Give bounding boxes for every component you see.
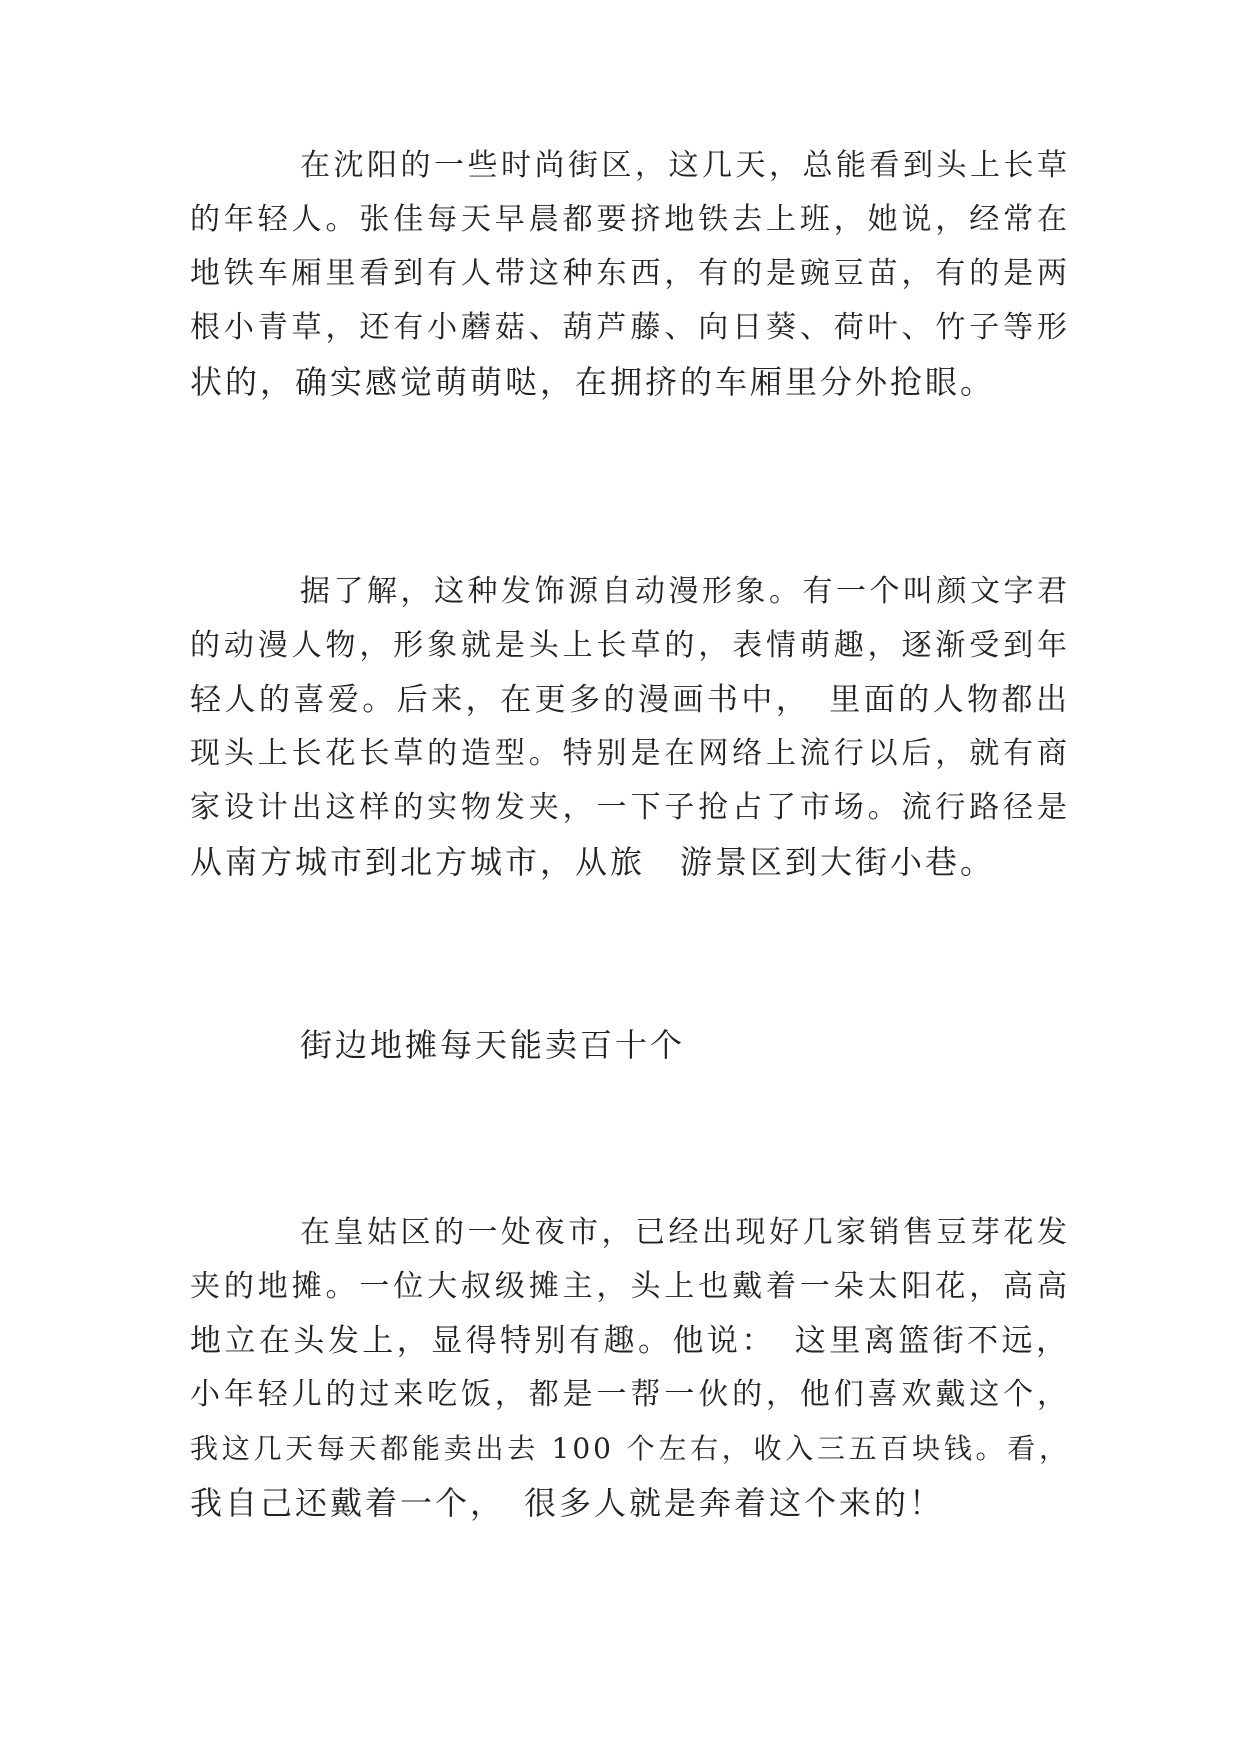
- paragraph-1-line-3: 地铁车厢里看到有人带这种东西，有的是豌豆苗，有的是两: [190, 256, 1070, 291]
- paragraph-2-line-5: 家设计出这样的实物发夹，一下子抢占了市场。流行路径是: [190, 790, 1070, 825]
- paragraph-3-line-5: 我这几天每天都能卖出去 100 个左右，收入三五百块钱。看，: [190, 1432, 1070, 1465]
- paragraph-2-line-6: 从南方城市到北方城市，从旅 游景区到大街小巷。: [190, 843, 996, 881]
- paragraph-3-line-3: 地立在头发上，显得特别有趣。他说： 这里离篮街不远，: [190, 1323, 1070, 1359]
- paragraph-2-line-3: 轻人的喜爱。后来，在更多的漫画书中， 里面的人物都出: [190, 682, 1070, 718]
- paragraph-3-line-1: 在皇姑区的一处夜市，已经出现好几家销售豆芽花发: [300, 1215, 1070, 1250]
- paragraph-1-line-4: 根小青草，还有小蘑菇、葫芦藤、向日葵、荷叶、竹子等形: [190, 310, 1070, 345]
- paragraph-2-line-2: 的动漫人物，形象就是头上长草的，表情萌趣，逐渐受到年: [190, 628, 1070, 663]
- paragraph-1-line-5: 状的，确实感觉萌萌哒，在拥挤的车厢里分外抢眼。: [190, 363, 996, 401]
- paragraph-3-line-6: 我自己还戴着一个， 很多人就是奔着这个来的！: [190, 1484, 945, 1522]
- paragraph-2-line-1: 据了解，这种发饰源自动漫形象。有一个叫颜文字君: [300, 574, 1070, 609]
- paragraph-1-line-1: 在沈阳的一些时尚街区，这几天，总能看到头上长草: [300, 148, 1070, 183]
- paragraph-1-line-2: 的年轻人。张佳每天早晨都要挤地铁去上班，她说，经常在: [190, 202, 1070, 237]
- section-heading: 街边地摊每天能卖百十个: [300, 1026, 686, 1064]
- paragraph-3-line-4: 小年轻儿的过来吃饭，都是一帮一伙的，他们喜欢戴这个，: [190, 1377, 1070, 1412]
- paragraph-2-line-4: 现头上长花长草的造型。特别是在网络上流行以后，就有商: [190, 736, 1070, 771]
- paragraph-3-line-2: 夹的地摊。一位大叔级摊主，头上也戴着一朵太阳花，高高: [190, 1269, 1070, 1304]
